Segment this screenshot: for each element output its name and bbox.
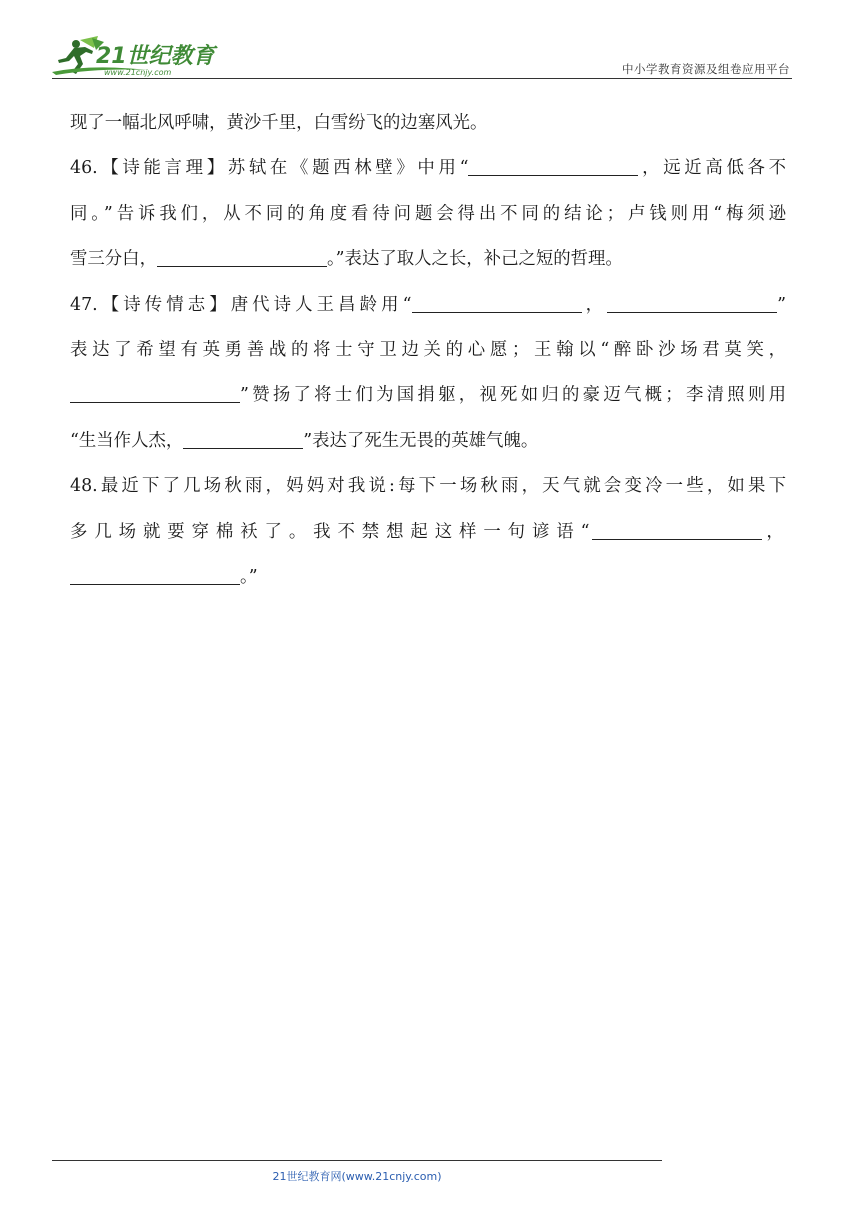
page-header [52, 34, 792, 78]
svg-text:21世纪教育: 21世纪教育 [96, 44, 215, 69]
answer-blank[interactable] [592, 522, 762, 540]
runner-logo-icon [52, 34, 227, 78]
answer-blank[interactable] [70, 385, 240, 403]
footer-site-link[interactable]: 21世纪教育网(www.21cnjy.com) [272, 1170, 442, 1183]
answer-blank[interactable] [157, 249, 327, 267]
q46-line-1: 46.【诗能言理】苏轼在《题西林壁》中用“ ，远近高低各不 [70, 158, 786, 179]
q48-line-1: 48.最近下了几场秋雨，妈妈对我说:每下一场秋雨，天气就会变冷一些，如果下 [70, 476, 786, 497]
answer-blank[interactable] [412, 295, 582, 313]
answer-blank[interactable] [607, 295, 777, 313]
q47-line-4: “生当作人杰， ”表达了死生无畏的英雄气魄。 [70, 430, 539, 451]
q47-line-1: 47.【诗传情志】唐代诗人王昌龄用“ ， ” [70, 294, 786, 315]
q47-line-2: 表达了希望有英勇善战的将士守卫边关的心愿；王翰以“醉卧沙场君莫笑， [70, 339, 786, 360]
q48-line-2: 多几场就要穿棉袄了。我不禁想起这样一句谚语“ ， [70, 521, 787, 542]
q46-line-2: 同。”告诉我们，从不同的角度看待问题会得出不同的结论；卢钱则用“梅须逊 [70, 203, 786, 224]
answer-blank[interactable] [70, 567, 240, 585]
header-divider [52, 78, 792, 79]
platform-name: 中小学教育资源及组卷应用平台 [622, 62, 790, 76]
site-logo [52, 34, 227, 78]
svg-text:www.21cnjy.com: www.21cnjy.com [104, 68, 172, 77]
answer-blank[interactable] [183, 431, 303, 449]
q45-tail-line: 现了一幅北风呼啸，黄沙千里，白雪纷飞的边塞风光。 [70, 113, 488, 133]
q47-line-3: ”赞扬了将士们为国捐躯，视死如归的豪迈气概；李清照则用 [70, 373, 786, 418]
document-body [70, 101, 786, 600]
answer-blank[interactable] [468, 158, 638, 176]
q48-line-3: 。” [70, 555, 786, 600]
footer-divider [52, 1160, 662, 1161]
q46-line-3: 雪三分白， 。”表达了取人之长，补己之短的哲理。 [70, 249, 623, 270]
